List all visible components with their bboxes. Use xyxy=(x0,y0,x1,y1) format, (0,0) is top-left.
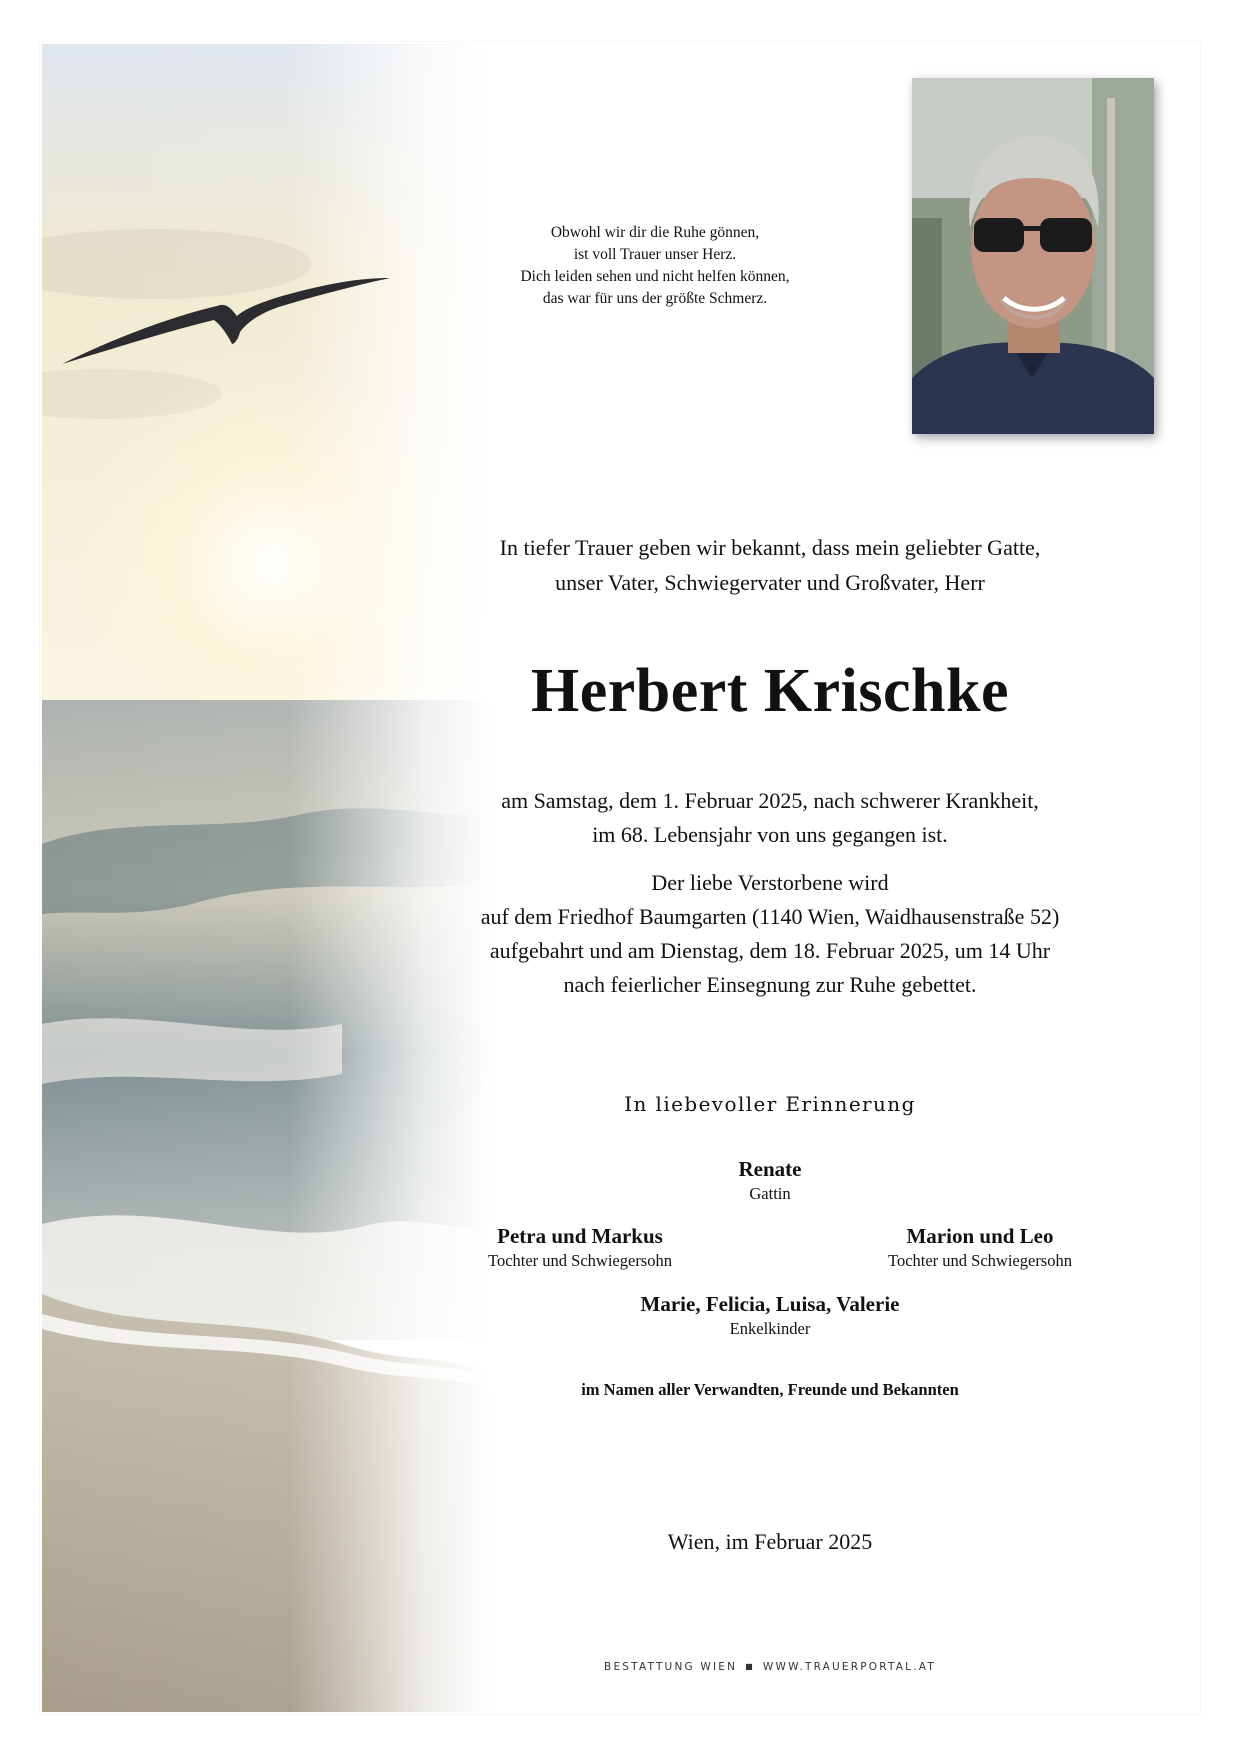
intro-line: unser Vater, Schwiegervater und Großvater, Herr xyxy=(555,570,985,595)
announcement-intro xyxy=(420,530,1120,600)
relatives-line: im Namen aller Verwandten, Freunde und Bekannten xyxy=(581,1380,959,1399)
mourner-name: Petra und Markus xyxy=(497,1224,663,1248)
poem-line: das war für uns der größte Schmerz. xyxy=(542,290,768,307)
funeral-line: auf dem Friedhof Baumgarten (1140 Wien, Waidhausenstraße 52) xyxy=(480,904,1060,929)
poem-line: Obwohl wir dir die Ruhe gönnen, xyxy=(550,224,760,241)
funeral-line: Der liebe Verstorbene wird xyxy=(651,870,889,895)
poem xyxy=(460,222,850,310)
mourner-grandchildren xyxy=(520,1290,1020,1340)
mourner-role: Tochter und Schwiegersohn xyxy=(488,1251,672,1270)
poem-line: Dich leiden sehen und nicht helfen können, xyxy=(520,268,790,285)
funeral-details xyxy=(420,866,1120,1002)
mourner-daughter-1 xyxy=(420,1222,740,1272)
death-line: im 68. Lebensjahr von uns gegangen ist. xyxy=(592,822,948,847)
mourner-role: Gattin xyxy=(749,1184,791,1203)
place-date: Wien, im Februar 2025 xyxy=(667,1529,873,1554)
mourner-widow xyxy=(620,1155,920,1205)
mourner-daughter-2 xyxy=(820,1222,1140,1272)
footer-separator: ■ xyxy=(745,1662,755,1671)
mourner-name: Marie, Felicia, Luisa, Valerie xyxy=(640,1292,900,1316)
mourner-role: Tochter und Schwiegersohn xyxy=(888,1251,1072,1270)
funeral-line: aufgebahrt und am Dienstag, dem 18. Februar 2025, um 14 Uhr xyxy=(489,938,1051,963)
deceased-name: Herbert Krischke xyxy=(530,657,1010,725)
intro-line: In tiefer Trauer geben wir bekannt, dass mein geliebter Gatte, xyxy=(499,535,1041,560)
portrait-photo xyxy=(912,78,1154,434)
poem-line: ist voll Trauer unser Herz. xyxy=(573,246,737,263)
death-line: am Samstag, dem 1. Februar 2025, nach schwerer Krankheit, xyxy=(501,788,1039,813)
footer-company: BESTATTUNG WIEN xyxy=(604,1661,738,1673)
mourners-heading: In liebevoller Erinnerung xyxy=(624,1092,916,1116)
funeral-line: nach feierlicher Einsegnung zur Ruhe gebettet. xyxy=(563,972,977,997)
mourner-name: Marion und Leo xyxy=(906,1224,1054,1248)
footer-website: WWW.TRAUERPORTAL.AT xyxy=(762,1661,936,1673)
mourner-name: Renate xyxy=(738,1157,802,1181)
footer xyxy=(500,1661,1040,1673)
death-details xyxy=(420,784,1120,852)
mourner-role: Enkelkinder xyxy=(729,1319,811,1338)
